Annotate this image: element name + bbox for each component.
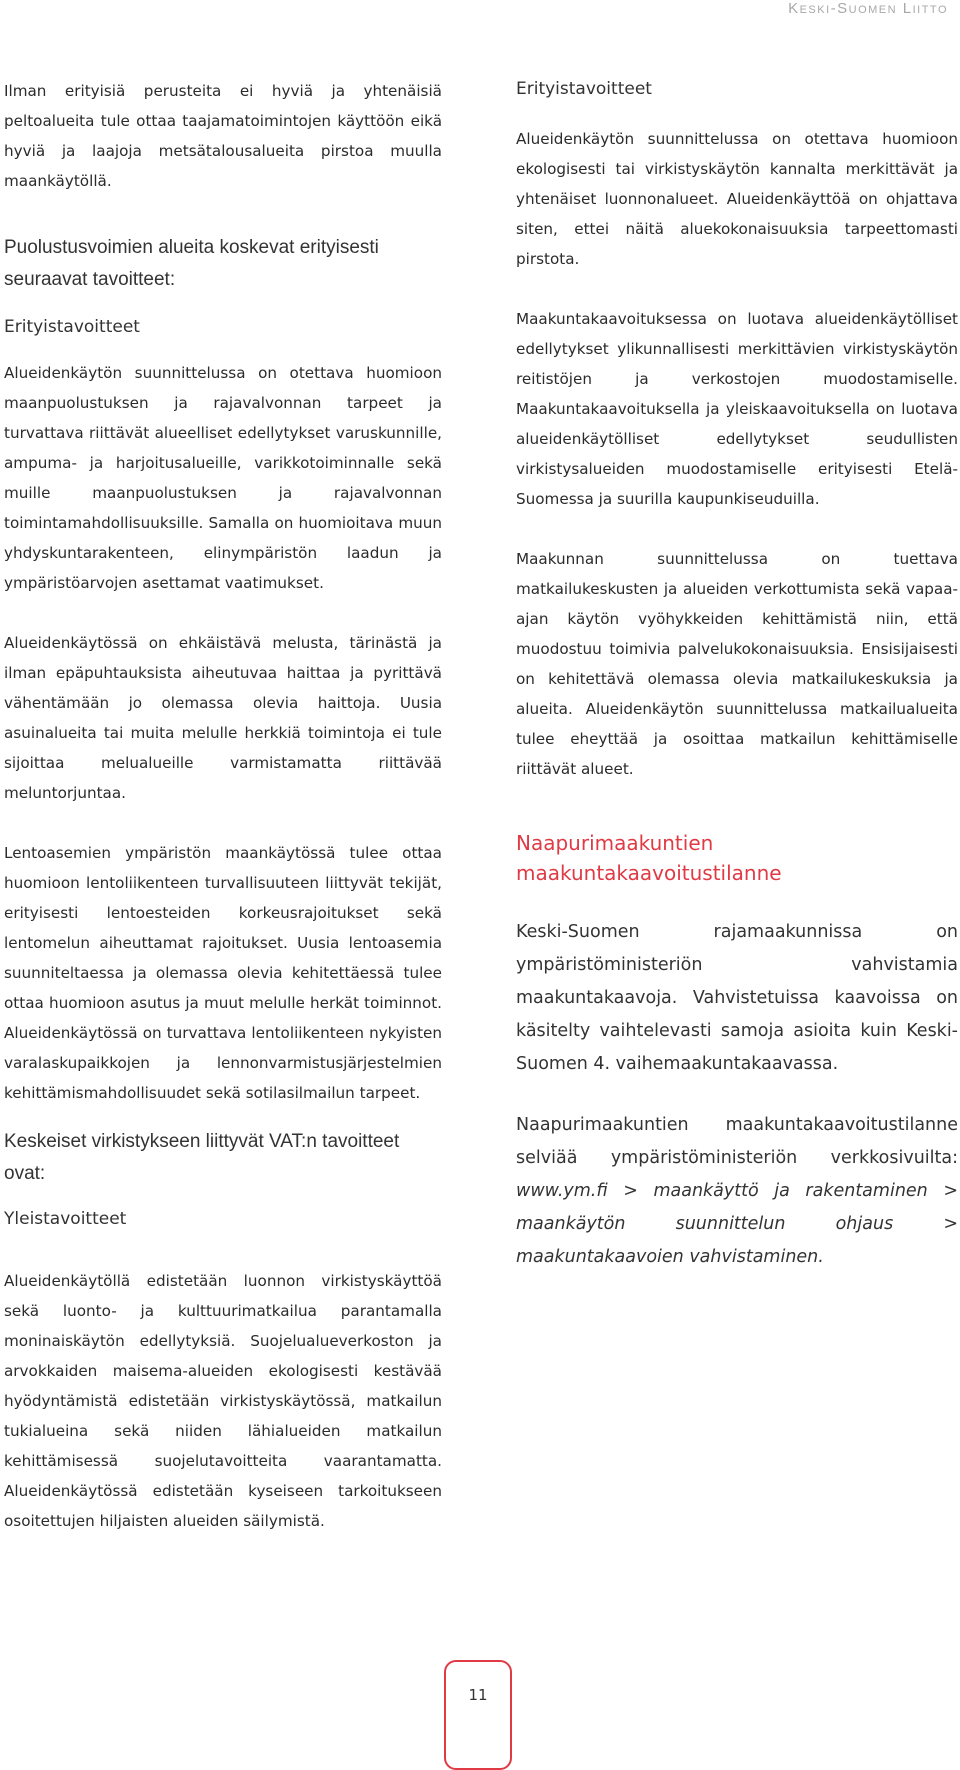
paragraph-plan-status [516,1109,958,1274]
page-number: 11 [468,1686,488,1704]
paragraph-national-defence: Alueidenkäytön suunnittelussa on otettava huomioon maanpuolustuksen ja rajavalvonnan tarpeet ja turvattava riittävät alueelliset edellytykset varuskunnille, ampuma- ja harjoitusalueille, varikkotoiminnalle sekä muille maanpuolustuksen ja rajavalvonnan toimintamahdollisuuksille. Samalla on huomioitava muun yhdyskuntarakenteen, elinympäristön laadun ja ympäristöarvojen asettamat vaatimukset. [4,364,442,592]
paragraph-airports: Lentoasemien ympäristön maankäytössä tulee ottaa huomioon lentoliikenteen turvallisuuteen liittyvät tekijät, erityisesti lentoesteiden korkeusrajoitukset sekä lentomelun aiheuttamat rajoitukset. Uusia lentoasemia suunniteltaessa ja olemassa olevia kehitettäessä tulee ottaa huomioon asutus ja muut melulle herkät toiminnot. Alueidenkäytössä on turvattava lentoliikenteen nykyisten varalaskupaikkojen ja lennonvarmistusjärjestelmien kehittämismahdollisuudet sekä sotilasilmailun tarpeet. [4,844,442,1102]
paragraph-natural-areas: Alueidenkäytön suunnittelussa on otettava huomioon ekologisesti tai virkistyskäytön kannalta merkittävät ja yhtenäiset luonnonalueet. Alueidenkäyttöä on ohjattava siten, ettei näitä aluekokonaisuuksia tarpeettomasti pirstota. [516,130,958,268]
section-heading-line2: maakuntakaavoitustilanne [516,861,782,885]
special-goals-heading: Erityistavoitteet [4,317,140,337]
paragraph-recreation-routes: Maakuntakaavoituksessa on luotava alueidenkäytölliset edellytykset ylikunnallisesti merkittävien virkistyskäytön reitistöjen ja verkostojen muodostamiselle. Maakuntakaavoituksella ja yleiskaavoituksella on luotava alueidenkäytölliset edellytykset seudullisten virkistysalueiden muodostamiselle erityisesti Etelä-Suomessa ja suurilla kaupunkiseuduilla. [516,310,958,508]
left-column [4,76,442,1536]
special-goals-heading-right: Erityistavoitteet [516,79,652,99]
section-heading [516,828,958,888]
defence-goals-lead: Puolustusvoimien alueita koskevat erityisesti seuraavat tavoitteet: [4,237,379,290]
recreation-goals-lead: Keskeiset virkistykseen liittyvät VAT:n tavoitteet ovat: [4,1131,400,1184]
paragraph-fields-forests: Ilman erityisiä perusteita ei hyviä ja yhtenäisiä peltoalueita tule ottaa taajamatoimintojen käyttöön eikä hyviä ja laajoja metsätalousalueita pirstoa muulla maankäytöllä. [4,82,442,190]
page-number-tab [444,1660,512,1770]
general-goals-heading: Yleistavoitteet [4,1209,127,1229]
running-header: Keski-Suomen Liitto [788,0,948,17]
right-column [516,76,958,1274]
paragraph-neighbouring-plans: Keski-Suomen rajamaakunnissa on ympäristöministeriön vahvistamia maakuntakaavoja. Vahvistetuissa kaavoissa on käsitelty vaihtelevasti samoja asioita kuin Keski-Suomen 4. vaihemaakuntakaavassa. [516,922,958,1074]
paragraph-recreation-use: Alueidenkäytöllä edistetään luonnon virkistyskäyttöä sekä luonto- ja kulttuurimatkailua parantamalla moninaiskäytön edellytyksiä. Suojelualueverkoston ja arvokkaiden maisema-alueiden ekologisesti kestävää hyödyntämistä edistetään virkistyskäytössä, matkailun tukialueina sekä niiden lähialueiden matkailun kehittämisessä suojelutavoitteita vaarantamatta. Alueidenkäytössä edistetään kyseiseen tarkoitukseen osoitettujen hiljaisten alueiden säilymistä. [4,1272,442,1530]
plan-status-lead: Naapurimaakuntien maakuntakaavoitustilanne selviää ympäristöministeriön verkkosivuilta: [516,1115,958,1168]
paragraph-tourism-centres: Maakunnan suunnittelussa on tuettava matkailukeskusten ja alueiden verkottumista sekä vapaa-ajan käytön vyöhykkeiden kehittämistä niin, että muodostuu toimivia palvelukokonaisuuksia. Ensisijaisesti on kehitettävä olemassa olevia matkailukeskuksia ja alueita. Alueidenkäytön suunnittelussa matkailualueita tulee eheyttää ja osoittaa matkailun kehittämiselle riittävät alueet. [516,550,958,778]
paragraph-noise-vibration: Alueidenkäytössä on ehkäistävä melusta, tärinästä ja ilman epäpuhtauksista aiheutuvaa haittaa ja pyrittävä vähentämään jo olemassa olevia haittoja. Uusia asuinalueita tai muita melulle herkkiä toimintoja ei tule sijoittaa melualueille varmistamatta riittävää meluntorjuntaa. [4,634,442,802]
ministry-web-link[interactable]: www.ym.fi > maankäyttö ja rakentaminen > maankäytön suunnittelun ohjaus > maakuntakaavoien vahvistaminen. [516,1181,958,1267]
section-heading-line1: Naapurimaakuntien [516,831,714,855]
